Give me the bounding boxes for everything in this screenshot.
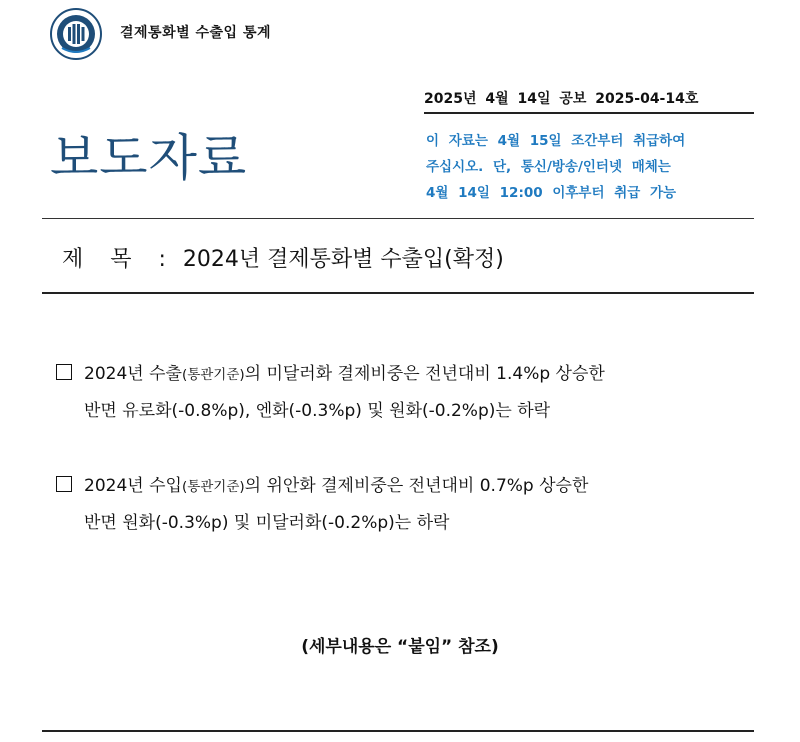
embargo-line-3: 4월 14일 12:00 이후부터 취급 가능 bbox=[426, 185, 677, 201]
bullet-item-import bbox=[56, 468, 756, 541]
subject-line bbox=[62, 242, 504, 273]
bank-seal-logo bbox=[50, 8, 102, 60]
embargo-line-2: 주십시오. 단, 통신/방송/인터넷 매체는 bbox=[426, 159, 671, 175]
press-release-title: 보도자료 bbox=[50, 129, 248, 187]
divider-bottom bbox=[42, 730, 754, 732]
embargo-line-1: 이 자료는 4월 15일 조간부터 취급하여 bbox=[426, 133, 686, 149]
bullet-line-2: 반면 원화(-0.3%p) 및 미달러화(-0.2%p)는 하락 bbox=[84, 513, 450, 533]
bullet-prefix: 2024년 수출 bbox=[84, 364, 182, 384]
bullet-text: 의 미달러화 결제비중은 전년대비 1.4%p 상승한 bbox=[244, 364, 605, 384]
checkbox-icon bbox=[56, 364, 72, 380]
bullet-prefix: 2024년 수입 bbox=[84, 476, 182, 496]
bullet-line-2: 반면 유로화(-0.8%p), 엔화(-0.3%p) 및 원화(-0.2%p)는 하락 bbox=[84, 401, 551, 421]
subject-text: 2024년 결제통화별 수출입(확정) bbox=[182, 247, 504, 272]
bullet-note: (통관기준) bbox=[181, 367, 245, 383]
divider-top bbox=[42, 218, 754, 219]
org-title: 결제통화별 수출입 통계 bbox=[120, 25, 271, 41]
checkbox-icon bbox=[56, 476, 72, 492]
bullet-note: (통관기준) bbox=[181, 479, 245, 495]
bullet-line-1 bbox=[56, 356, 756, 393]
bullet-text: 의 위안화 결제비중은 전년대비 0.7%p 상승한 bbox=[244, 476, 589, 496]
release-info: 2025년 4월 14일 공보 2025-04-14호 bbox=[424, 88, 754, 114]
bullet-line-1 bbox=[56, 468, 756, 505]
bullet-item-export bbox=[56, 356, 756, 429]
subject-label: 제 목 : bbox=[62, 247, 176, 272]
embargo-notice bbox=[426, 128, 766, 206]
divider-middle bbox=[42, 292, 754, 294]
attachment-reference: (세부내용은 “붙임” 참조) bbox=[301, 637, 499, 657]
